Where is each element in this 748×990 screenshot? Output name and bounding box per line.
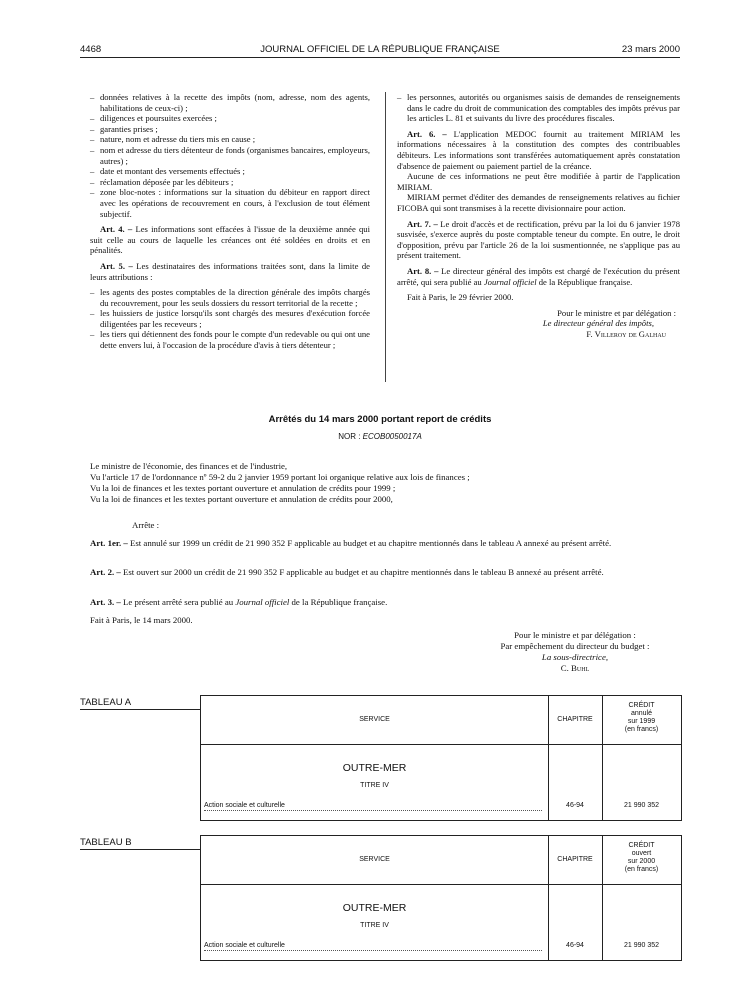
journal-name: Journal officiel — [235, 597, 290, 607]
list-item: – les huissiers de justice lorsqu'ils sont chargés des mesures d'exécution forcée diligentées par les receveurs ; — [90, 308, 370, 329]
tableau-b — [200, 835, 682, 961]
credit-header-line: CRÉDIT — [628, 702, 655, 709]
credit-header-line: CRÉDIT — [628, 842, 655, 849]
article-label: Art. 2. – — [90, 567, 121, 577]
signature-name: C. Buhl — [560, 663, 590, 673]
page-number: 4468 — [80, 44, 102, 55]
right-column — [397, 92, 680, 339]
tableau-b-label: TABLEAU B — [80, 837, 200, 850]
article-text: Le présent arrêté sera publié au — [120, 597, 236, 607]
article-6 — [397, 129, 680, 171]
article-text: de la République française. — [289, 597, 388, 607]
credit-header-line: sur 2000 — [627, 858, 656, 865]
list-item: – réclamation déposée par les débiteurs ; — [90, 177, 370, 188]
tableau-a-label: TABLEAU A — [80, 697, 200, 710]
list-item: – les personnes, autorités ou organismes saisis de demandes de renseignements dans le cadre du droit de communication des comptables des impôts prévus par les articles L. 81 et suivants du livre des procédures fiscales. — [397, 92, 680, 124]
recipients-list — [90, 287, 370, 351]
list-item: – date et montant des versements effectués ; — [90, 166, 370, 177]
article-text: Est annulé sur 1999 un crédit de 21 990 352 F applicable au budget et au chapitre mentionnés dans le tableau A annexé au présent arrêté. — [127, 538, 612, 548]
list-item: – garanties prises ; — [90, 124, 370, 135]
article-7 — [397, 219, 680, 261]
article-text: L'application MEDOC fournit au traitement MIRIAM les informations nécessaires à la constitution des comptes des contribuables débiteurs. Les informations sont transférées automatiquement après constatation d'absence de paiement ou paiement partiel de la créance. — [397, 128, 680, 171]
signature-block — [397, 308, 680, 340]
nor-reference — [80, 432, 680, 441]
column-header-chapitre: CHAPITRE — [557, 856, 593, 863]
list-item: – nom et adresse du tiers détenteur de fonds (organismes bancaires, employeurs, autres) ; — [90, 145, 370, 166]
section-heading: OUTRE-MER — [342, 902, 407, 914]
decree-article-3 — [90, 597, 680, 608]
table-row-credit: 21 990 352 — [623, 942, 660, 949]
list-item: – les agents des postes comptables de la direction générale des impôts chargés du recouvrement, pour les seuls dossiers du ressort territorial de la recette ; — [90, 287, 370, 308]
header-rule — [80, 57, 680, 58]
table-row-credit: 21 990 352 — [623, 802, 660, 809]
signature-line: Pour le ministre et par délégation : — [514, 630, 636, 640]
signature-name: F. Villeroy de Galhau — [586, 328, 666, 339]
arrete-label: Arrête : — [132, 520, 160, 530]
fait-a-paris: Fait à Paris, le 29 février 2000. — [407, 292, 514, 303]
table-header-rule — [201, 884, 681, 885]
tableau-a — [200, 695, 682, 821]
left-column — [90, 92, 370, 356]
table-row-label: Action sociale et culturelle — [204, 802, 542, 811]
table-row-chapitre: 46-94 — [566, 802, 584, 809]
signature-role: La sous-directrice, — [541, 652, 609, 662]
table-row-label: Action sociale et culturelle — [204, 942, 542, 951]
journal-title: JOURNAL OFFICIEL DE LA RÉPUBLIQUE FRANÇAISE — [260, 44, 500, 55]
article-text: Le directeur général des impôts est chargé de l'exécution du présent arrêté, qui sera publié au — [397, 265, 680, 287]
article-6-paragraph: Aucune de ces informations ne peut être modifiée à partir de l'application MIRIAM. — [397, 171, 680, 192]
credit-header-line: sur 1999 — [627, 718, 656, 725]
preamble-line: Le ministre de l'économie, des finances et de l'industrie, — [90, 461, 288, 471]
article-label: Art. 7. – — [407, 218, 438, 229]
table-header-rule — [201, 744, 681, 745]
column-header-credit — [602, 842, 681, 874]
article-text: de la République française. — [536, 276, 633, 287]
decree-fait: Fait à Paris, le 14 mars 2000. — [90, 615, 193, 625]
decree-article-1 — [90, 538, 680, 549]
preamble-line: Vu l'article 17 de l'ordonnance nº 59-2 du 2 janvier 1959 portant loi organique relative aux lois de finances ; — [90, 472, 470, 482]
article-8 — [397, 266, 680, 287]
preamble-line: Vu la loi de finances et les textes portant ouverture et annulation de crédits pour 2000, — [90, 494, 393, 504]
article-label: Art. 8. – — [407, 265, 439, 276]
section-heading: OUTRE-MER — [342, 762, 407, 774]
article-text: Le droit d'accès et de rectification, prévu par la loi du 6 janvier 1978 susvisée, s'exerce auprès du poste comptable teneur du compte. En outre, le droit d'opposition, prévu par l'article 26 de la loi susmentionnée, ne s'applique pas au présent traitement. — [397, 218, 680, 261]
nor-code: ECOB0050017A — [362, 432, 422, 441]
decree-signature — [470, 630, 680, 674]
article-text: Est ouvert sur 2000 un crédit de 21 990 352 F applicable au budget et au chapitre mentionnés dans le tableau B annexé au présent arrêté. — [120, 567, 604, 577]
column-header-credit — [602, 702, 681, 734]
decree-title: Arrêtés du 14 mars 2000 portant report de crédits — [268, 414, 492, 425]
column-header-chapitre: CHAPITRE — [557, 716, 593, 723]
preamble-line: Vu la loi de finances et les textes portant ouverture et annulation de crédits pour 1999 ; — [90, 483, 396, 493]
article-4 — [90, 224, 370, 256]
nor-label: NOR : — [338, 432, 363, 441]
list-item: – données relatives à la recette des impôts (nom, adresse, nom des agents, habilitations de ceux-ci) ; — [90, 92, 370, 113]
article-label: Art. 5. – — [100, 260, 133, 271]
list-item: – zone bloc-notes : informations sur la situation du débiteur en rapport direct avec les opérations de recouvrement en cours, à l'exclusion de tout élément subjectif. — [90, 187, 370, 219]
article-text: Les destinataires des informations traitées sont, dans la limite de leurs attributions : — [90, 260, 370, 282]
column-divider — [385, 92, 386, 382]
credit-header-line: (en francs) — [624, 866, 659, 873]
list-item: – nature, nom et adresse du tiers mis en cause ; — [90, 134, 370, 145]
article-label: Art. 3. – — [90, 597, 121, 607]
titre-heading: TITRE IV — [360, 782, 389, 789]
titre-heading: TITRE IV — [360, 922, 389, 929]
article-6-paragraph: MIRIAM permet d'éditer des demandes de renseignements relatives au fichier FICOBA qui sont transmises à la recette divisionnaire pour action. — [397, 192, 680, 213]
header-date: 23 mars 2000 — [621, 44, 680, 55]
article-text: Les informations sont effacées à l'issue de la deuxième année qui suit celle au cours de laquelle les créances ont été soldées en droits et en pénalités. — [90, 224, 370, 256]
decree-preamble — [90, 461, 680, 505]
list-item: – diligences et poursuites exercées ; — [90, 113, 370, 124]
column-header-service: SERVICE — [359, 716, 390, 723]
article-label: Art. 4. – — [100, 224, 133, 235]
signature-line: Pour le ministre et par délégation : — [557, 307, 676, 318]
credit-header-line: ouvert — [631, 850, 652, 857]
signature-line: Par empêchement du directeur du budget : — [500, 641, 650, 651]
table-row-chapitre: 46-94 — [566, 942, 584, 949]
credit-header-line: (en francs) — [624, 726, 659, 733]
info-list — [90, 92, 370, 219]
article-label: Art. 1er. – — [90, 538, 128, 548]
article-5 — [90, 261, 370, 282]
article-label: Art. 6. – — [407, 128, 447, 139]
credit-header-line: annulé — [630, 710, 653, 717]
list-item: – les tiers qui détiennent des fonds pour le compte d'un redevable ou qui ont une dette envers lui, à l'occasion de la procédure d'avis à tiers détenteur ; — [90, 329, 370, 350]
column-header-service: SERVICE — [359, 856, 390, 863]
decree-article-2 — [90, 567, 680, 578]
signature-role: Le directeur général des impôts, — [542, 318, 654, 329]
journal-name: Journal officiel — [483, 276, 537, 287]
recipients-list-continued — [397, 92, 680, 124]
